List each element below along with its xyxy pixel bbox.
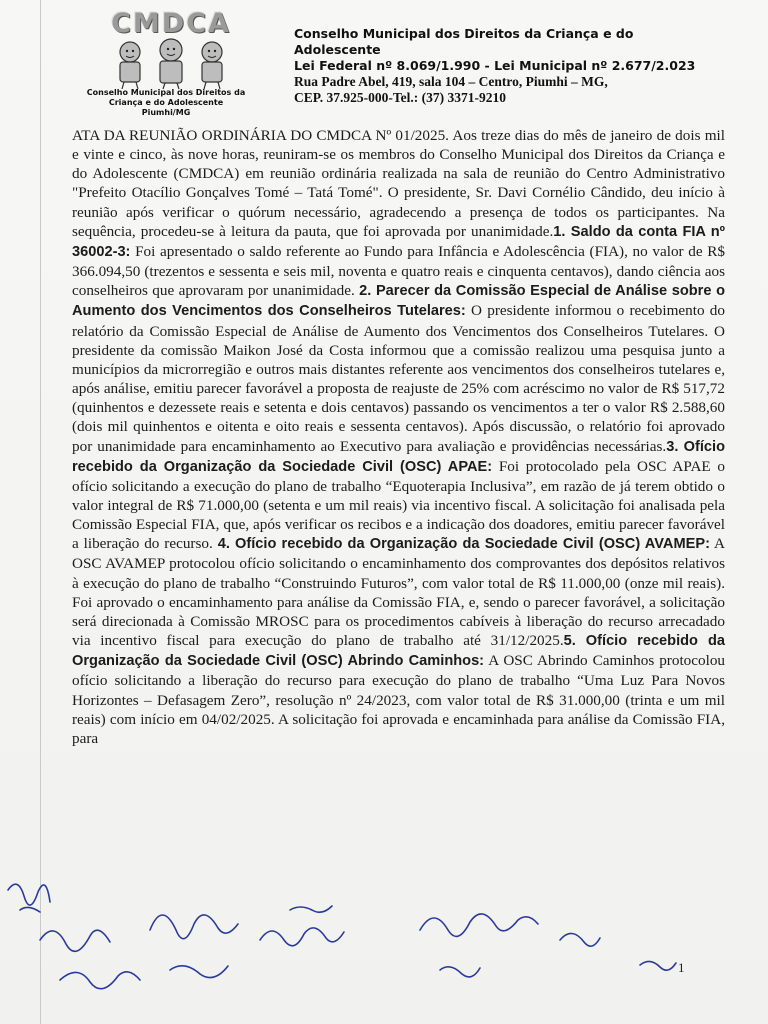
- item-2-title: 2. Parecer da Comissão Especial de Análise sobre o Aumento dos Vencimentos dos Conselheiros Tutelares:: [72, 283, 725, 320]
- item-4-text: A OSC AVAMEP protocolou ofício solicitando o encaminhamento dos comprovantes dos depósitos relativos à execução do plano de trabalho “Construindo Futuros”, com valor total de R$ 11.000,00 (onze mil reais). Foi aprovado o encaminhamento para análise da Comissão FIA, e, sendo o parecer favorável, a solicitação será direcionada à Comissão MROSC para os procedimentos cabíveis à liberação do recurso arrecadado via incentivo fiscal para execução do plano de trabalho até 31/12/2025.: [72, 535, 725, 650]
- minutes-intro: ATA DA REUNIÃO ORDINÁRIA DO CMDCA Nº 01/2025. Aos treze dias do mês de janeiro de dois mil e vinte e cinco, às nove horas, reuniram-se os membros do Conselho Municipal dos Direitos da Criança e do Adolescente (CMDCA) em reunião ordinária realizada na sala de reunião do Centro Administrativo "Prefeito Otacílio Gonçalves Tomé – Tatá Tomé". O presidente, Sr. Davi Cornélio Cândido, deu início à reunião após verificar o quórum necessário, agradecendo a presença de todos os participantes. Na sequência, procedeu-se à leitura da pauta, que foi aprovada por unanimidade.: [72, 127, 725, 240]
- children-figures-icon: [108, 38, 238, 90]
- meeting-minutes-text: [72, 126, 725, 748]
- council-name: Conselho Municipal dos Direitos da Criança e do Adolescente: [294, 26, 634, 57]
- cmdca-logo: [86, 8, 256, 126]
- page-margin-line: [40, 0, 41, 1024]
- letterhead-info: [294, 26, 724, 106]
- item-5-text: A OSC Abrindo Caminhos protocolou ofício solicitando a liberação do recurso para execução do plano de trabalho “Uma Luz Para Novos Horizontes – Defasagem Zero”, resolução nº 24/2023, com valor total de R$ 31.000,00 (trinta e um mil reais) com início em 04/02/2025. A solicitação foi aprovada e encaminhada para análise da Comissão FIA, para: [72, 652, 726, 747]
- logo-caption-line: Criança e do Adolescente: [108, 98, 224, 107]
- logo-title: CMDCA: [111, 8, 231, 39]
- address-line: Rua Padre Abel, 419, sala 104 – Centro, Piumhi – MG,: [294, 74, 608, 89]
- logo-caption: [86, 88, 246, 118]
- item-5-title: 5. Ofício recebido da Organização da Sociedade Civil (OSC) Abrindo Caminhos:: [72, 633, 725, 670]
- item-4-title: 4. Ofício recebido da Organização da Sociedade Civil (OSC) AVAMEP:: [217, 536, 710, 553]
- item-1-text: Foi apresentado o saldo referente ao Fundo para Infância e Adolescência (FIA), no valor de R$ 366.094,50 (trezentos e sessenta e seis mil, noventa e quatro reais e cinquenta centavos), dando ciência aos conselheiros que aprovaram por unanimidade.: [72, 242, 725, 300]
- item-3-text: Foi protocolado pela OSC APAE o ofício solicitando a execução do plano de trabalho “Equoterapia Inclusiva”, em razão de já terem obtido o valor integral de R$ 71.000,00 (setenta e um mil reais) via incentivo fiscal. A solicitação foi analisada pela Comissão Especial FIA, que, após verificar os recibos e a indicação dos doadores, emitiu parecer favorável a liberação do recurso.: [72, 457, 725, 553]
- page-number: 1: [678, 960, 685, 975]
- law-references: Lei Federal nº 8.069/1.990 - Lei Municipal nº 2.677/2.023: [294, 58, 696, 73]
- logo-caption-line: Piumhi/MG: [141, 108, 191, 117]
- handwritten-signatures: [0, 870, 768, 1024]
- item-3-title: 3. Ofício recebido da Organização da Sociedade Civil (OSC) APAE:: [72, 438, 725, 475]
- item-2-text: O presidente informou o recebimento do relatório da Comissão Especial de Análise de Aumento dos Vencimentos dos Conselheiros Tutelares. O presidente da comissão Maikon José da Costa informou que a comissão realizou uma pesquisa junto a municípios da microrregião e outros mais distantes referente aos vencimentos dos conselheiros tutelares e, após análise, emitiu parecer favorável a proposta de reajuste de 25% com acréscimo no valor de R$ 517,72 (quinhentos e dezessete reais e setenta e dois centavos) passando os vencimentos a ter o valor R$ 2.588,60 (dois mil quinhentos e oitenta e oito reais e sessenta centavos). Após discussão, o relatório foi aprovado por unanimidade para encaminhamento ao Executivo para avaliação e providências necessárias.: [72, 302, 725, 455]
- cep-phone-line: CEP. 37.925-000-Tel.: (37) 3371-9210: [294, 90, 506, 105]
- item-1-title: 1. Saldo da conta FIA nº 36002-3:: [72, 223, 726, 260]
- minutes-paragraph: [72, 126, 725, 748]
- logo-caption-line: Conselho Municipal dos Direitos da: [86, 88, 246, 97]
